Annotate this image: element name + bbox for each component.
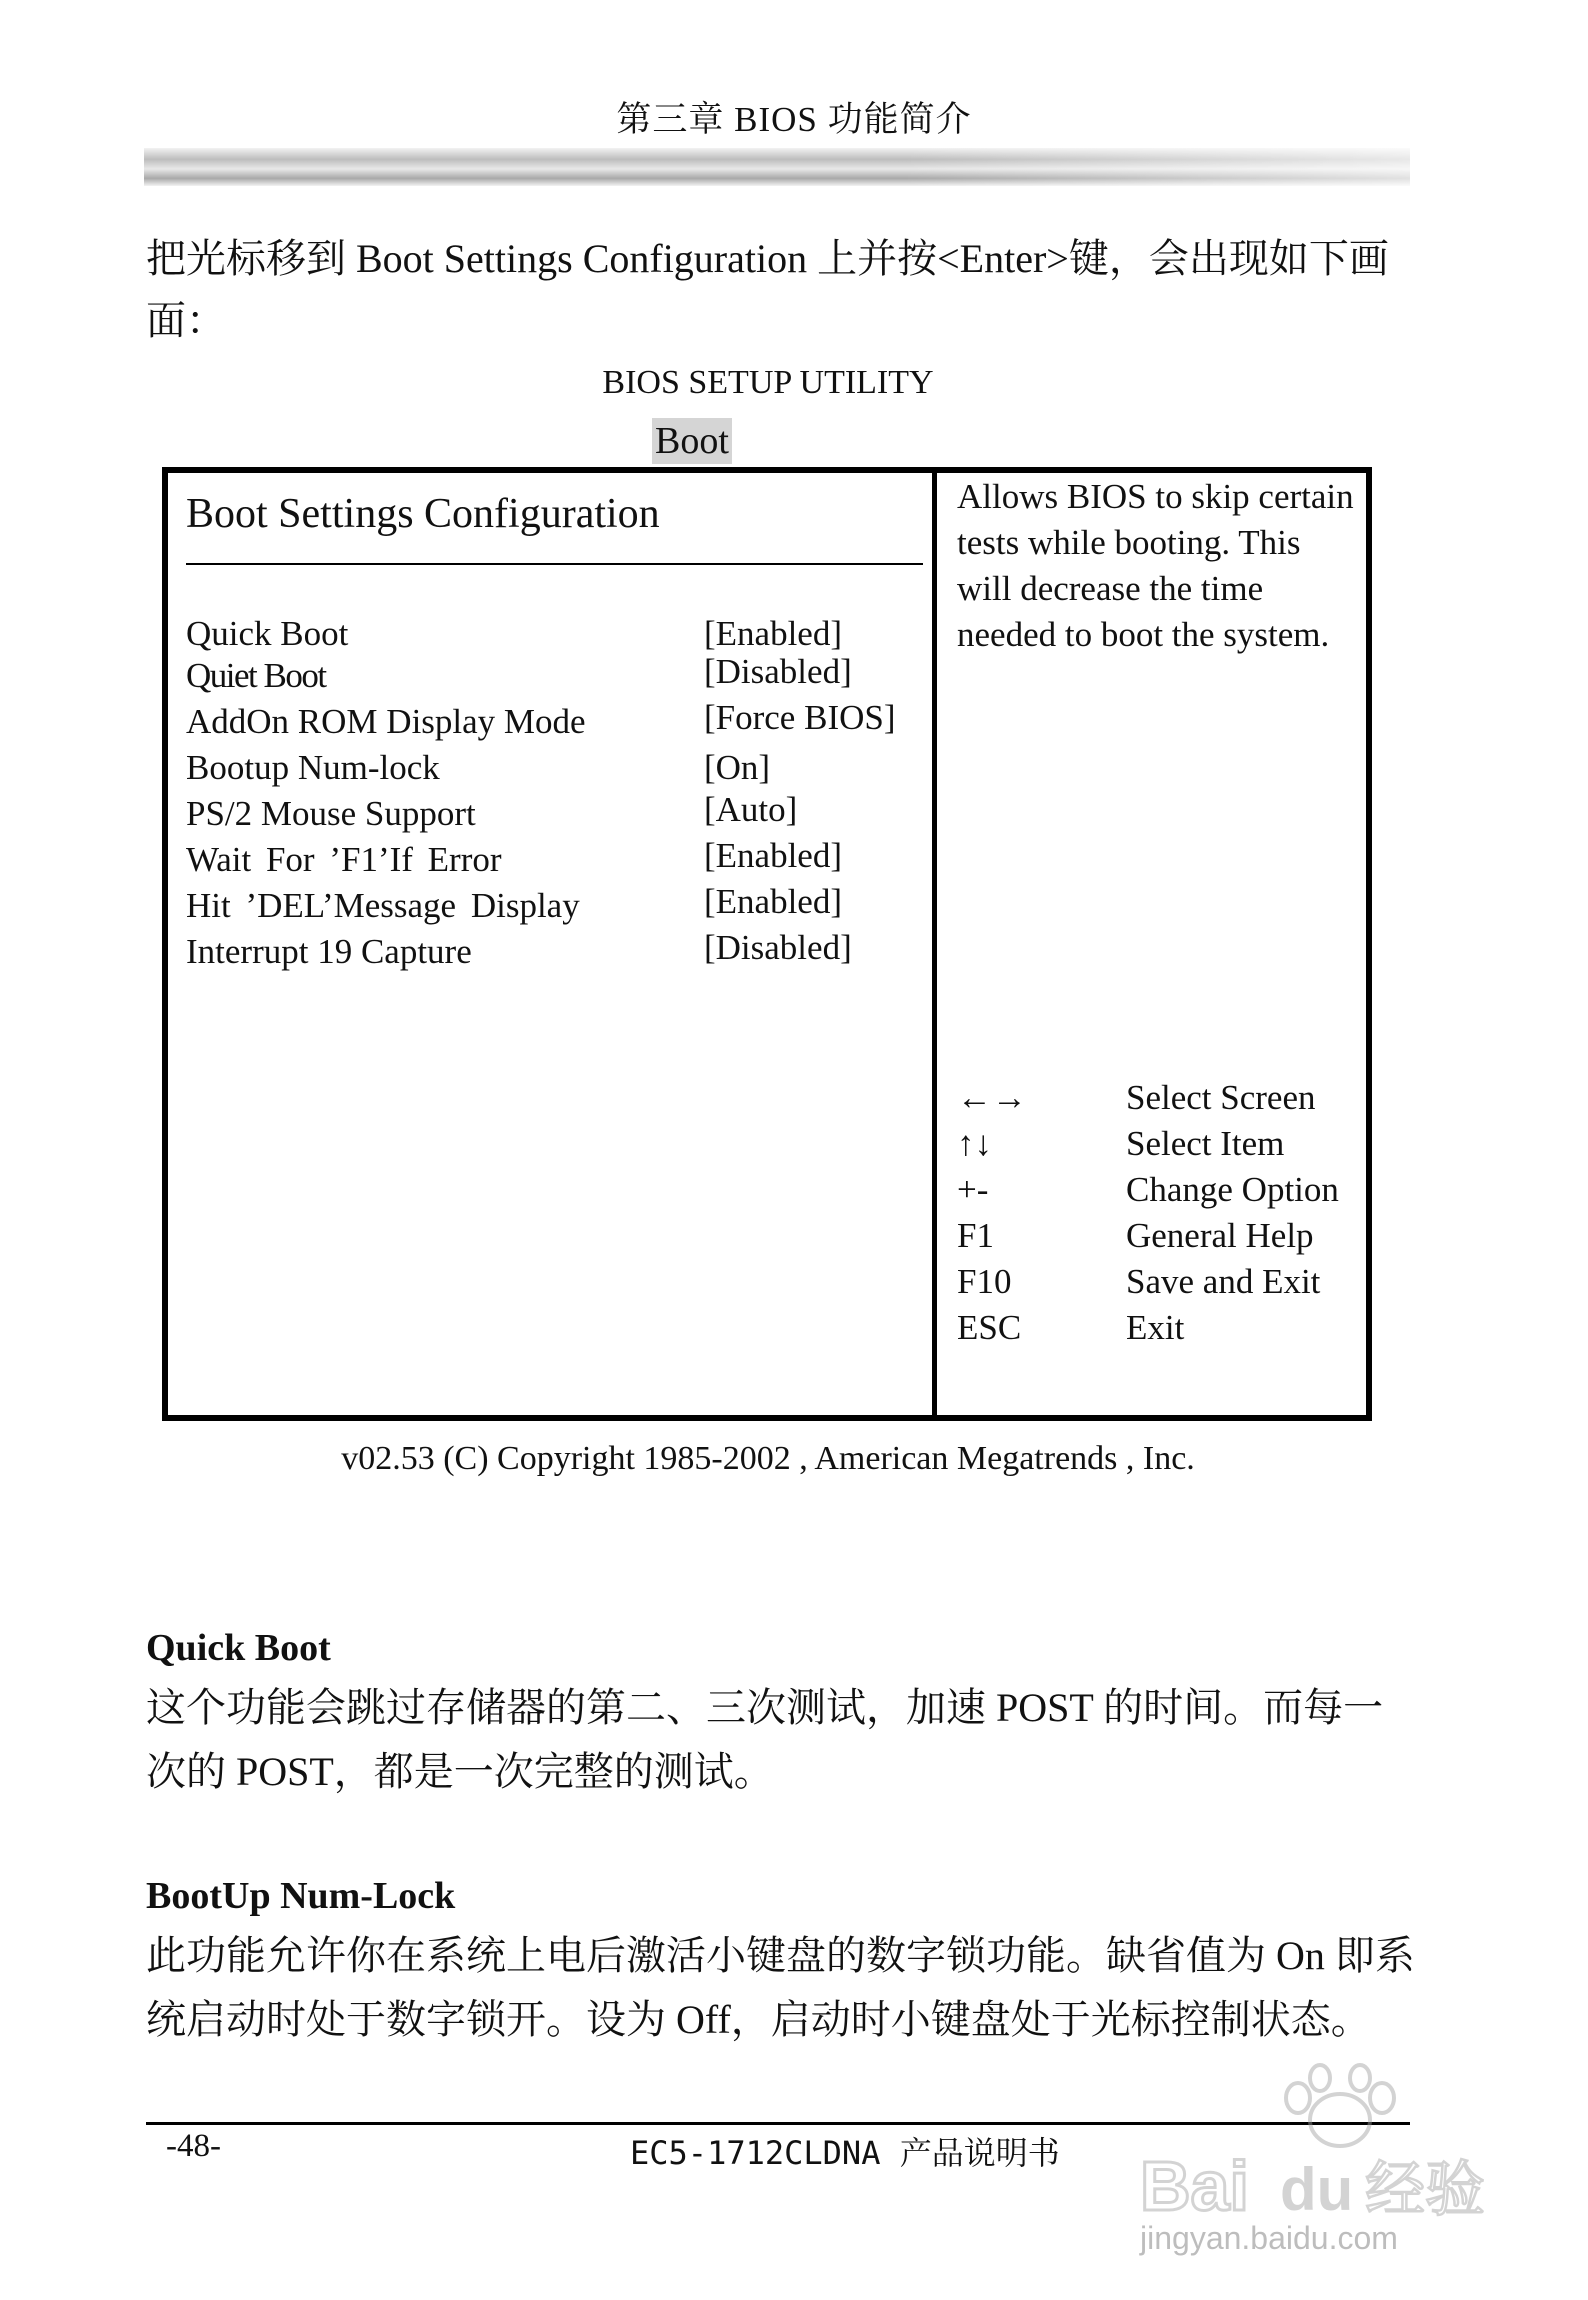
key-arrows-ud: ↑↓ <box>957 1124 992 1163</box>
key-description: Save and Exit <box>1126 1262 1321 1301</box>
help-text: Allows BIOS to skip certain tests while booting. This will decrease the time needed to boot the system. <box>957 477 1354 654</box>
option-quick-boot[interactable]: Quick Boot <box>186 614 349 653</box>
intro-paragraph: 把光标移到 Boot Settings Configuration 上并按<Enter>键，会出现如下画面： <box>146 236 1389 343</box>
manual-name: EC5-1712CLDNA 产品说明书 <box>630 2134 1060 2172</box>
key-plus-minus: +- <box>957 1170 989 1209</box>
key-arrows-lr: ←→ <box>957 1078 1027 1117</box>
key-description: Select Screen <box>1126 1078 1316 1117</box>
option-hit-del-message[interactable]: Hit ’DEL’Message Display <box>186 886 580 925</box>
key-f1: F1 <box>957 1216 994 1255</box>
section-heading-quick-boot: Quick Boot <box>146 1627 331 1669</box>
option-value[interactable]: [Force BIOS] <box>704 698 896 737</box>
key-description: Select Item <box>1126 1124 1285 1163</box>
key-f10: F10 <box>957 1262 1012 1301</box>
option-value[interactable]: [Enabled] <box>704 836 842 875</box>
svg-text:经验: 经验 <box>1365 2155 1485 2225</box>
option-addon-rom-display-mode[interactable]: AddOn ROM Display Mode <box>186 702 586 741</box>
option-value[interactable]: [Enabled] <box>704 882 842 921</box>
bios-panel-divider <box>932 467 937 1421</box>
section-body-bootup-num-lock: 此功能允许你在系统上电后激活小键盘的数字锁功能。缺省值为 On 即系统启动时处于数字锁开。设为 Off，启动时小键盘处于光标控制状态。 <box>146 1933 1415 2042</box>
bios-utility-title: BIOS SETUP UTILITY <box>602 364 934 401</box>
option-interrupt-19-capture[interactable]: Interrupt 19 Capture <box>186 932 472 971</box>
option-value[interactable]: [On] <box>704 748 771 787</box>
key-description: Exit <box>1126 1308 1185 1347</box>
chapter-title: 第三章 BIOS 功能简介 <box>616 100 972 139</box>
option-value[interactable]: [Auto] <box>704 790 798 829</box>
page-number: -48- <box>166 2128 221 2164</box>
option-wait-for-f1[interactable]: Wait For ’F1’If Error <box>186 840 502 879</box>
bios-copyright: v02.53 (C) Copyright 1985-2002 , American Megatrends , Inc. <box>341 1440 1195 1477</box>
section-heading-bootup-num-lock: BootUp Num-Lock <box>146 1875 456 1917</box>
bios-section-title: Boot Settings Configuration <box>186 491 660 537</box>
option-quiet-boot[interactable]: Quiet Boot <box>186 656 326 695</box>
tab-boot[interactable]: Boot <box>652 418 732 464</box>
option-value[interactable]: [Enabled] <box>704 614 842 653</box>
svg-text:Bai: Bai <box>1140 2147 1249 2225</box>
key-esc: ESC <box>957 1308 1022 1347</box>
option-bootup-num-lock[interactable]: Bootup Num-lock <box>186 748 440 787</box>
key-description: Change Option <box>1126 1170 1339 1209</box>
header-rule <box>144 148 1410 186</box>
key-description: General Help <box>1126 1216 1314 1255</box>
section-body-quick-boot: 这个功能会跳过存储器的第二、三次测试，加速 POST 的时间。而每一次的 POST，都是一次完整的测试。 <box>146 1685 1384 1794</box>
option-ps2-mouse-support[interactable]: PS/2 Mouse Support <box>186 794 476 833</box>
svg-text:du: du <box>1280 2156 1354 2223</box>
watermark-url: jingyan.baidu.com <box>1140 2220 1398 2256</box>
option-value[interactable]: [Disabled] <box>704 652 852 691</box>
bios-section-rule <box>186 563 923 565</box>
option-value[interactable]: [Disabled] <box>704 928 852 967</box>
